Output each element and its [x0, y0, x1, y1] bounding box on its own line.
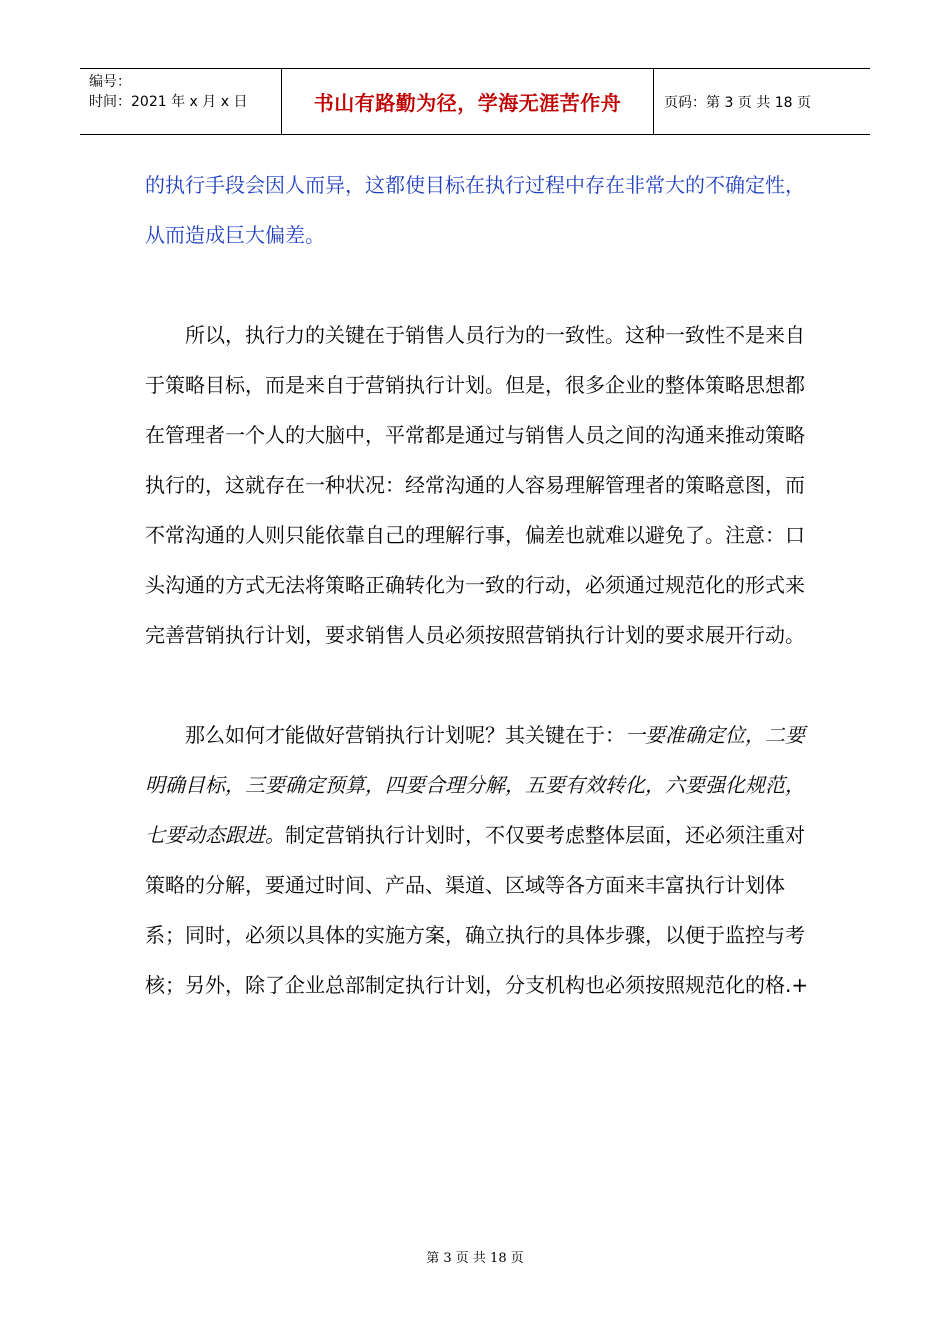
page-header: [80, 68, 870, 135]
paragraph-continued: 的执行手段会因人而异，这都使目标在执行过程中存在非常大的不确定性，从而造成巨大偏差。: [145, 173, 805, 247]
header-meta: [80, 69, 282, 134]
plan-key-points: 一要准确定位，二要明确目标，三要确定预算，四要合理分解，五要有效转化，六要强化规范，七要动态跟进。: [145, 723, 805, 847]
paragraph-plan: [145, 710, 815, 1010]
page-footer: 第 3 页 共 18 页: [426, 1251, 524, 1266]
header-motto: 书山有路勤为径，学海无涯苦作舟: [282, 69, 654, 134]
document-body: [145, 160, 815, 1010]
time-label: 时间：2021 年 x 月 x 日: [89, 94, 248, 110]
plan-details: 制定营销执行计划时，不仅要考虑整体层面，还必须注重对策略的分解，要通过时间、产品、渠道、区域等各方面来丰富执行计划体系；同时，必须以具体的实施方案，确立执行的具体步骤，以便于监控与考核；另外，除了企业总部制定执行计划，分支机构也必须按照规范化的格.+: [145, 823, 809, 997]
number-label: 编号：: [89, 74, 131, 90]
paragraph-execution: 所以，执行力的关键在于销售人员行为的一致性。这种一致性不是来自于策略目标，而是来自于营销执行计划。但是，很多企业的整体策略思想都在管理者一个人的大脑中，平常都是通过与销售人员之间的沟通来推动策略执行的，这就存在一种状况：经常沟通的人容易理解管理者的策略意图，而不常沟通的人则只能依靠自己的理解行事，偏差也就难以避免了。注意：口头沟通的方式无法将策略正确转化为一致的行动，必须通过规范化的形式来完善营销执行计划，要求销售人员必须按照营销执行计划的要求展开行动。: [145, 323, 805, 647]
plan-intro: 那么如何才能做好营销执行计划呢？其关键在于：: [185, 723, 625, 747]
header-page-info: 页码：第 3 页 共 18 页: [664, 94, 811, 111]
